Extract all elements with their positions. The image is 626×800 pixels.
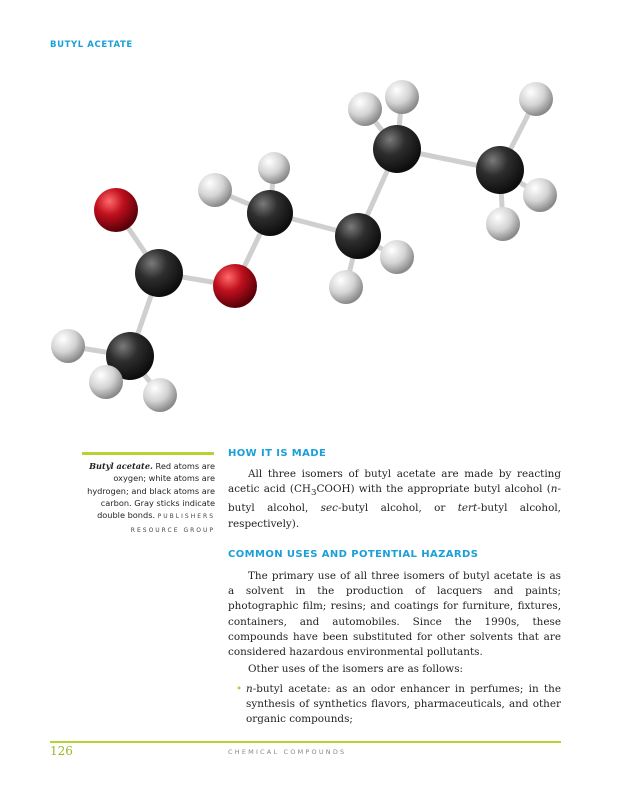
paragraph-other-uses: Other uses of the isomers are as follows: xyxy=(248,663,464,675)
carbon-atom xyxy=(247,190,293,236)
italic-prefix: n xyxy=(246,683,253,695)
hydrogen-atom xyxy=(329,270,363,304)
subscript: 3 xyxy=(310,488,317,499)
book-title: CHEMICAL COMPOUNDS xyxy=(228,748,347,756)
carbon-atom xyxy=(135,249,183,297)
hydrogen-atom xyxy=(348,92,382,126)
carbon-atom xyxy=(476,146,524,194)
hydrogen-atom xyxy=(486,207,520,241)
carbon-atom xyxy=(373,125,421,173)
hydrogen-atom xyxy=(519,82,553,116)
hydrogen-atom xyxy=(198,173,232,207)
text: -butyl alcohol, respectively). xyxy=(228,502,561,530)
atoms xyxy=(51,80,557,412)
oxygen-atom xyxy=(94,188,138,232)
butyl-acetate-molecule-illustration xyxy=(40,60,580,430)
section-heading-how-made: HOW IT IS MADE xyxy=(228,448,327,459)
hydrogen-atom xyxy=(143,378,177,412)
hydrogen-atom xyxy=(380,240,414,274)
bullet-icon: • xyxy=(236,683,243,695)
section-heading-uses-hazards: COMMON USES AND POTENTIAL HAZARDS xyxy=(228,549,479,560)
text: COOH) with the appropriate butyl alcohol ( xyxy=(316,483,551,496)
hydrogen-atom xyxy=(51,329,85,363)
photo-credit: PUBLISHERS RESOURCE GROUP xyxy=(130,513,215,535)
text: -butyl acetate: as an odor enhancer in perfumes; in the synthesis of synthetics flavors, pharmaceuticals, and other organic compounds; xyxy=(246,683,561,726)
caption-text: Red atoms are oxygen; white atoms are hydrogen; and black atoms are carbon. Gray sticks indicate double bonds. xyxy=(87,461,215,521)
text: -butyl alcohol, xyxy=(228,483,561,515)
oxygen-atom xyxy=(213,264,257,308)
hydrogen-atom xyxy=(385,80,419,114)
paragraph-how-made xyxy=(228,467,561,532)
text: All three isomers of butyl acetate are made by reacting acetic acid (CH xyxy=(228,468,561,496)
list-item xyxy=(236,682,561,728)
page-number: 126 xyxy=(50,744,73,758)
footer-rule xyxy=(50,741,561,743)
hydrogen-atom xyxy=(89,365,123,399)
carbon-atom xyxy=(335,213,381,259)
hydrogen-atom xyxy=(523,178,557,212)
paragraph-primary-use: The primary use of all three isomers of butyl acetate is as a solvent in the production of lacquers and paints; photographic film; resins; and coatings for furniture, fixtures, containers, and automobiles. Since the 1990s, these compounds have been substituted for other solvents that are considered hazardous environmental pollutants. xyxy=(228,570,561,659)
hydrogen-atom xyxy=(258,152,290,184)
italic-prefix: tert xyxy=(457,502,478,515)
italic-prefix: n xyxy=(550,483,558,496)
caption-rule xyxy=(82,452,214,455)
text: -butyl alcohol, or xyxy=(337,502,458,515)
italic-prefix: sec xyxy=(320,502,338,515)
caption-title: Butyl acetate. xyxy=(89,461,153,471)
running-head: BUTYL ACETATE xyxy=(50,40,133,50)
figure-caption xyxy=(72,460,215,538)
